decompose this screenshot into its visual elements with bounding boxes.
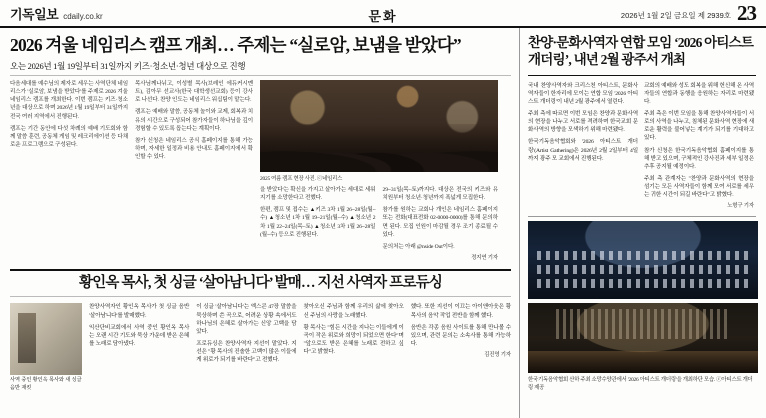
paragraph: 캠프는 예배와 말씀, 공동체 놀이와 교제, 회복과 치유의 시간으로 구성되어 참가자들이 하나님을 깊이 경험할 수 있도록 돕는다는 계획이다. — [135, 109, 253, 132]
paragraph: 했다. 또한 지선이 이끄는 아이앤아웃은 황 목사의 음악 작업 전반을 함께 했다. — [410, 304, 511, 319]
album-photo-caption: 사역 중인 황인옥 목사와 새 싱글 음반 재킷 — [10, 377, 82, 391]
main-photo-block — [260, 80, 498, 263]
paragraph: 찬양사역자인 황인옥 목사가 첫 싱글 음반 '살아남니다'를 발매했다. — [89, 304, 190, 319]
paragraph: 교회의 예배와 성도 회복을 위해 헌신해 온 사역자들의 연합과 동행을 응원하는 자리로 마련됐다. — [644, 82, 754, 105]
masthead-right — [620, 1, 756, 26]
right-columns — [528, 82, 756, 211]
right-col-1 — [528, 82, 638, 211]
right-column-zone — [520, 28, 766, 418]
crowd-silhouette — [260, 124, 498, 172]
paragraph: 프로듀싱은 찬양사역자 지선이 맡았다. 지선은 "황 목사의 진솔한 고백이 많은 이들에게 위로가 되기를 바란다"고 전했다. — [196, 340, 297, 364]
paragraph: 참가를 원하는 교회나 개인은 네임리스 홈페이지 또는 전화(대표전화 02-0000-0000)를 통해 문의하면 된다. 모집 인원이 마감될 경우 조기 종료될 수 있다. — [382, 207, 498, 238]
main-col-1 — [10, 80, 128, 263]
issue-date: 2026년 1월 2일 금요일 제 2939호 — [620, 11, 731, 20]
main-col-4 — [383, 186, 499, 263]
paragraph: 주최 측에 따르면 이번 모임은 찬양과 문화사역의 현장을 나누고 서로를 격려하며 한국교회 문화사역의 방향을 모색하기 위해 마련됐다. — [528, 111, 638, 134]
paragraph: 주최 측은 이번 모임을 통해 찬양사역자들이 서로의 사역을 나누고, 침체된 문화사역 현장에 새로운 활력을 불어넣는 계기가 되기를 기대하고 있다. — [644, 111, 754, 142]
paragraph: 29~31일(목~토)까지다. 대상은 전국의 키즈와 유치원부터 청소년·청년까지 폭넓게 모집한다. — [382, 187, 498, 202]
stage-floor — [528, 351, 758, 373]
paragraph: 찾아오신 주님과 함께 우리의 삶에 찾아오신 주님의 사랑을 노래했다. — [303, 304, 404, 319]
main-col-3 — [260, 186, 376, 263]
paragraph: 캠프는 기간 동안에 다섯 차례의 예배 기도회와 함께 말씀 훈련, 공동체 게임 및 레크리에이션 등 다채로운 프로그램으로 구성된다. — [10, 125, 128, 148]
bottom-right-photo-caption: 한국기독음악협회 산하 주최 소망수양관에서 '2026 아티스트 개더링'을 개최하단 모습. ⓒ아티스트 개더링 제공 — [528, 377, 753, 391]
paragraph: 국내 찬양사역자와 크리스천 아티스트, 문화사역자들이 한자리에 모이는 연합 모임 '2026 아티스트 개더링'이 내년 2월 광주에서 열린다. — [528, 82, 638, 105]
paragraph: 한편, 캠프 및 접수는 ▲키즈 3차 1월 26~28일(월~수) ▲청소년 1차 1월 19~21일(월~수) ▲청소년 2차 1월 22~24일(목~토) ▲청소년 3차 1월 26~28일(월~수) 등으로 진행된다. — [260, 207, 376, 238]
story-divider — [10, 269, 511, 271]
right-divider — [528, 216, 756, 217]
paragraph: 참가 신청은 한국기독음악협회 홈페이지를 통해 받고 있으며, 구체적인 강사진과 세부 일정은 추후 공지될 예정이다. — [644, 147, 754, 170]
left-column-zone — [0, 28, 520, 418]
bottom-byline: 김진영 기자 — [484, 351, 511, 358]
paragraph: 황 목사는 "힘든 시간을 지나는 이들에게 이 곡이 작은 위로와 희망이 되었으면 한다"며 "앞으로도 받은 은혜를 노래로 전하고 싶다"고 밝혔다. — [303, 324, 404, 355]
organ-pipes — [556, 309, 731, 339]
main-top-columns — [10, 80, 511, 263]
story-bottom — [10, 275, 511, 392]
main-subhead: 오는 2026년 1월 19일부터 31일까지 키즈·청소년·청년 대상으로 진행 — [10, 60, 511, 76]
camp-photo-caption: 2025 여름 캠프 현장 사진. ⓒ네임리스 — [260, 176, 343, 183]
paragraph: 한국기독음악협회와 '2026 아티스트 개더링'(Artist Gathering)은 2026년 2월 2일부터 4일까지 광주 모 교회에서 진행된다. — [528, 139, 638, 162]
bottom-col-1 — [89, 303, 189, 392]
masthead-brand — [10, 4, 103, 23]
choir-photo — [528, 221, 758, 299]
album-photo-block — [10, 303, 82, 392]
main-col-2 — [135, 80, 253, 263]
masthead — [0, 0, 766, 28]
camp-photo — [260, 80, 498, 172]
paragraph: 이 싱글 '살아남니다'는 엑스콘 47장 말씀을 묵상하며 쓴 곡으로, 어려운 상황 속에서도 하나님의 은혜로 살아가는 신앙 고백을 담았다. — [196, 304, 297, 335]
organ-photo — [528, 303, 758, 373]
paragraph: 음반은 각종 음원 사이트를 통해 만나볼 수 있으며, 관련 문의는 소속사를 통해 가능하다. — [410, 324, 511, 347]
paragraph: 주최 측 관계자는 "찬양과 문화사역의 현장을 섬기는 모든 사역자들이 함께 모여 서로를 세우는 귀한 시간이 되길 바란다"고 밝혔다. — [644, 175, 754, 199]
bottom-headline: 황인옥 목사, 첫 싱글 ‘살아남니다’ 발매… 지선 사역자 프로듀싱 — [10, 275, 511, 298]
choir-row-back — [537, 251, 749, 260]
paragraph: 을 받았다'는 확신을 가지고 살아가는 세대로 세워지기를 소망한다고 전했다. — [260, 187, 376, 202]
page-content — [0, 28, 766, 418]
story-main — [10, 35, 511, 263]
choir-row-front — [537, 279, 749, 288]
bottom-col-2 — [196, 303, 296, 392]
paragraph: 다음세대를 예수님의 제자로 세우는 사역단체 네임리스가 '실로암, 보냄을 받았다'를 주제로 2026 겨울 네임리스 캠프를 개최한다. 이번 캠프는 키즈·청소년을 대상으로 하며 2026년 1월 19일부터 31일까지 전국 여러 지역에서 진행된다. — [10, 81, 128, 120]
page-number: 23 — [737, 1, 756, 26]
bottom-col-3 — [304, 303, 404, 392]
choir-row-mid — [537, 265, 749, 274]
right-headline: 찬양·문화사역자 연합 모임 ‘2026 아티스트 개더링’, 내년 2월 광주서 개최 — [528, 35, 756, 76]
paragraph: 참가 신청은 네임리스 공식 홈페이지를 통해 가능하며, 자세한 일정과 비용 안내도 홈페이지에서 확인할 수 있다. — [135, 137, 253, 160]
main-byline: 정지연 기자 — [471, 254, 498, 261]
bottom-columns — [10, 303, 511, 392]
paragraph: 문의처는 아래 @nside Out이다. — [382, 243, 455, 250]
right-byline: 노형구 기자 — [727, 203, 754, 210]
newspaper-logo: 기독일보 — [10, 7, 59, 22]
main-headline: 2026 겨울 네임리스 캠프 개최… 주제는 “실로암, 보냄을 받았다” — [10, 35, 461, 55]
right-col-2 — [644, 82, 754, 211]
main-bottom-columns — [260, 186, 498, 263]
bottom-col-4 — [411, 303, 511, 392]
paragraph: 목사님께나뉘고, 이성별 목사(브레인 에듀커시멘트), 김아무 선교사(한국 대학생선교회) 등이 강사로 나선다. 찬양 인도는 네임리스 워십팀이 맡는다. — [135, 81, 253, 104]
section-title: 문화 — [368, 9, 398, 24]
album-photo — [10, 303, 82, 375]
paragraph: 익산단비교회에서 사역 중인 황인옥 목사는 오랜 시간 기도와 묵상 가운데 받은 은혜를 노래로 담아냈다. — [89, 324, 190, 347]
newspaper-url: cdaily.co.kr — [63, 12, 103, 21]
